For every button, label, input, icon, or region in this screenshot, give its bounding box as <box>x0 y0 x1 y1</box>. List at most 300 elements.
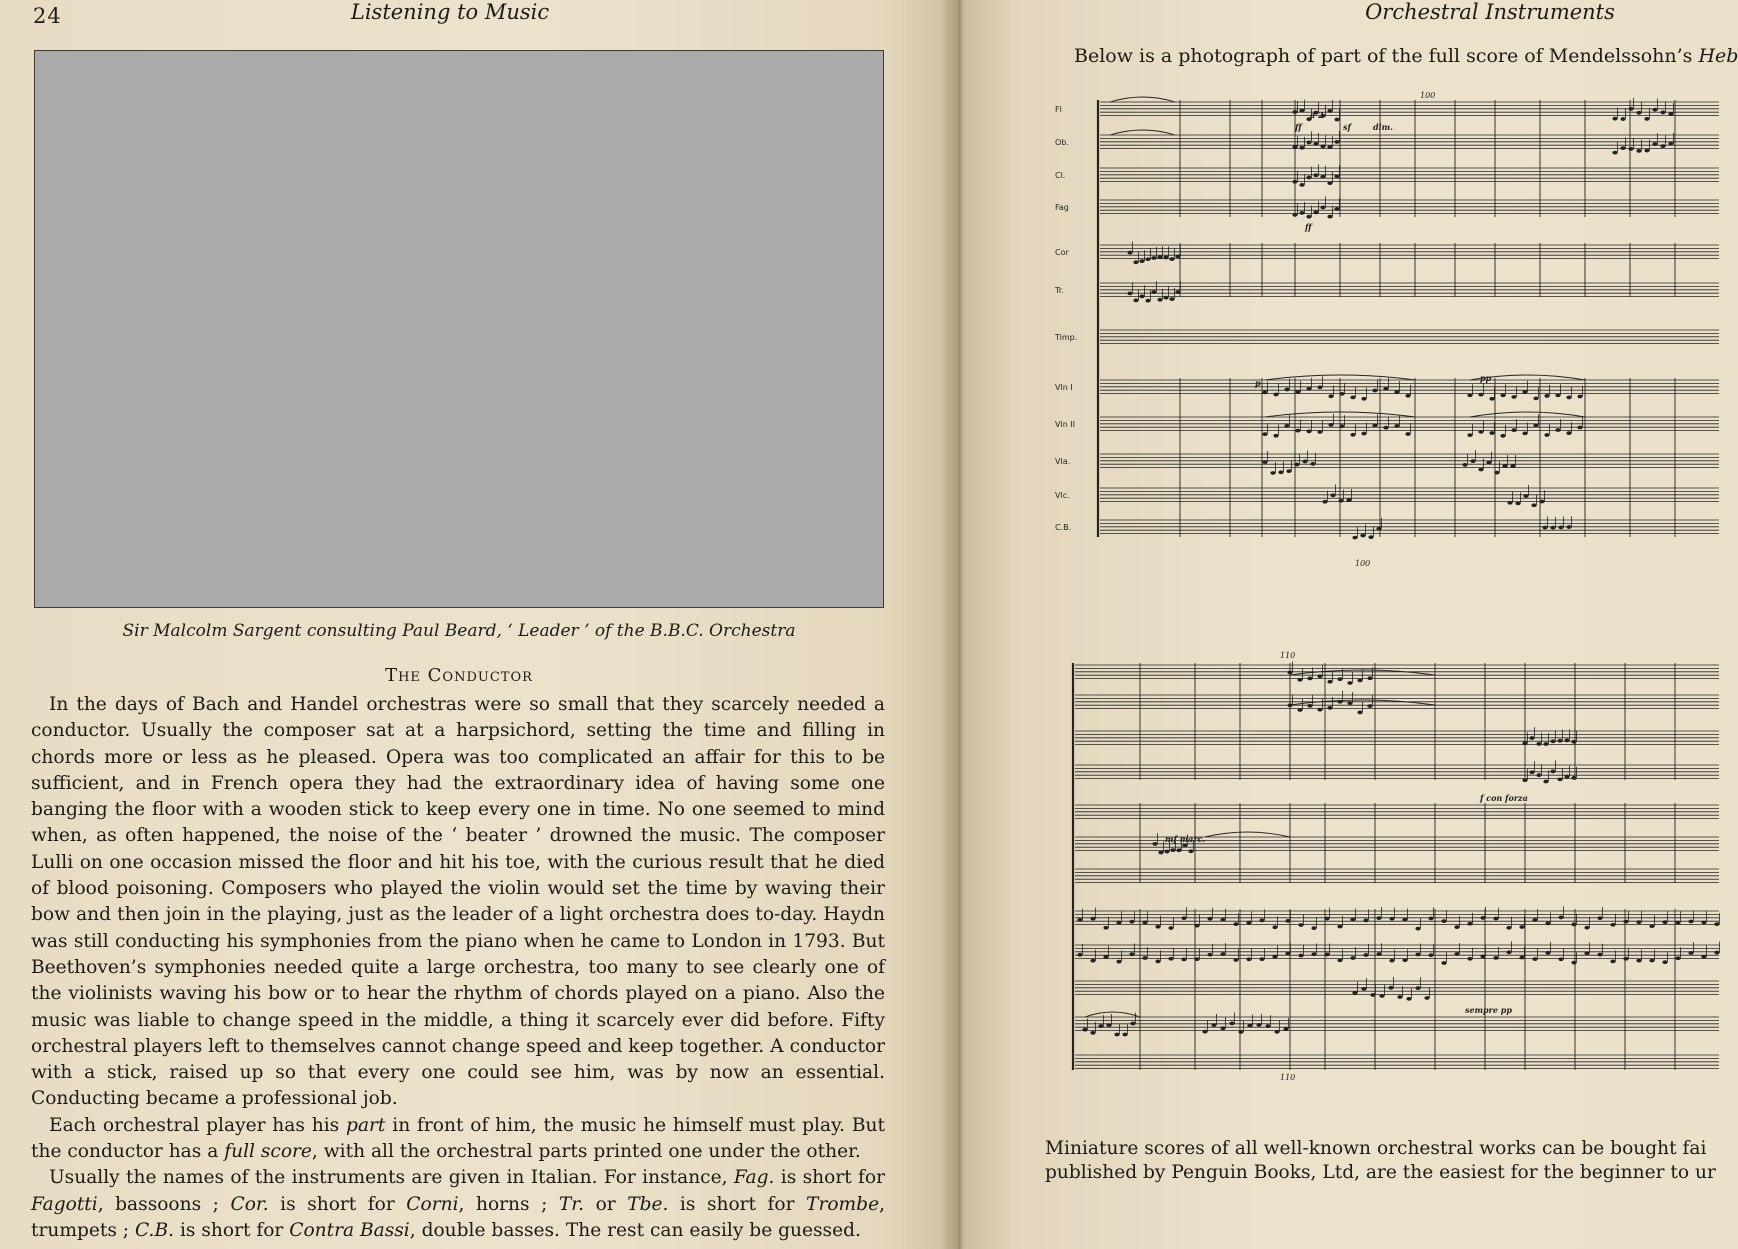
note-head <box>1467 433 1472 437</box>
instrument-label: Timp. <box>1055 333 1078 342</box>
note-head <box>1114 1033 1119 1037</box>
note-head <box>1311 926 1316 930</box>
note-head <box>1543 780 1548 784</box>
note-head <box>1367 676 1372 680</box>
note-head <box>1188 849 1193 853</box>
note-head <box>1405 432 1410 436</box>
note-head <box>1564 739 1569 743</box>
note-head <box>1566 396 1571 400</box>
note-head <box>1361 397 1366 401</box>
note-head <box>1506 926 1511 930</box>
note-head <box>1610 923 1615 927</box>
note-head <box>1668 112 1673 116</box>
note-head <box>1493 956 1498 960</box>
note-head <box>1361 432 1366 436</box>
note-head <box>1320 206 1325 210</box>
staff-b7 <box>1075 869 1719 883</box>
staff-b3 <box>1075 731 1719 745</box>
score-markings <box>1165 91 1528 1082</box>
note-head <box>1363 919 1368 923</box>
measure-number: 110 <box>1280 651 1296 660</box>
note-head <box>1324 953 1329 957</box>
note-head <box>1668 142 1673 146</box>
note-head <box>1402 918 1407 922</box>
note-head <box>1338 499 1343 503</box>
note-head <box>1389 917 1394 921</box>
note-head <box>1170 848 1175 852</box>
staff-b8 <box>1075 911 1719 925</box>
note-head <box>1544 394 1549 398</box>
dynamic-marking: f con forza <box>1480 793 1528 803</box>
note-head <box>1139 295 1144 299</box>
note-head <box>1246 921 1251 925</box>
note-head <box>1317 674 1322 678</box>
note-head <box>1522 778 1527 782</box>
score-instrument-labels <box>1054 105 1077 532</box>
note-head <box>1292 145 1297 149</box>
note-head <box>1299 183 1304 187</box>
note-head <box>1211 1023 1216 1027</box>
note-head <box>1688 920 1693 924</box>
note-head <box>1194 924 1199 928</box>
note-head <box>1350 918 1355 922</box>
full-score-image <box>1055 80 1719 1140</box>
note-head <box>1327 706 1332 710</box>
note-head <box>1324 917 1329 921</box>
note-head <box>1157 255 1162 259</box>
note-head <box>1181 916 1186 920</box>
note-head <box>1285 919 1290 923</box>
note-head <box>1292 180 1297 184</box>
note-head <box>1327 215 1332 219</box>
note-head <box>1612 151 1617 155</box>
note-head <box>1675 921 1680 925</box>
note-head <box>1155 960 1160 964</box>
note-head <box>1157 298 1162 302</box>
note-head <box>1571 776 1576 780</box>
measure-number: 100 <box>1355 559 1371 568</box>
note-head <box>1155 925 1160 929</box>
dynamic-marking: dim. <box>1373 122 1393 132</box>
body-text <box>31 692 885 1244</box>
note-head <box>1262 460 1267 464</box>
note-head <box>1383 387 1388 391</box>
note-head <box>1544 433 1549 437</box>
note-head <box>1660 111 1665 115</box>
note-head <box>1311 952 1316 956</box>
note-head <box>1454 952 1459 956</box>
note-head <box>1368 535 1373 539</box>
measure-number: 110 <box>1280 1073 1296 1082</box>
note-head <box>1350 396 1355 400</box>
section-title: The Conductor <box>385 665 533 686</box>
note-head <box>1557 739 1562 743</box>
note-head <box>1467 957 1472 961</box>
dynamic-marking: pp <box>1480 373 1492 383</box>
note-head <box>1510 464 1515 468</box>
instrument-label: Fag <box>1055 203 1069 212</box>
note-head <box>1133 260 1138 264</box>
note-head <box>1533 397 1538 401</box>
note-head <box>1543 742 1548 746</box>
note-head <box>1550 526 1555 530</box>
note-head <box>1402 958 1407 962</box>
note-head <box>1623 920 1628 924</box>
note-head <box>1577 395 1582 399</box>
note-head <box>1273 434 1278 438</box>
note-head <box>1133 299 1138 303</box>
note-head <box>1142 921 1147 925</box>
note-head <box>1129 952 1134 956</box>
note-head <box>1175 254 1180 258</box>
note-head <box>1363 953 1368 957</box>
note-head <box>1511 395 1516 399</box>
note-head <box>1164 850 1169 854</box>
note-head <box>1090 1031 1095 1035</box>
note-head <box>1284 424 1289 428</box>
note-head <box>1584 951 1589 955</box>
note-head <box>1330 493 1335 497</box>
note-head <box>1424 996 1429 1000</box>
note-head <box>1620 146 1625 150</box>
note-head <box>1127 251 1132 255</box>
note-head <box>1467 393 1472 397</box>
note-head <box>1322 500 1327 504</box>
staff-b12 <box>1075 1055 1719 1069</box>
note-head <box>1145 257 1150 261</box>
note-head <box>1346 498 1351 502</box>
note-head <box>1636 149 1641 153</box>
note-head <box>1415 953 1420 957</box>
note-head <box>1299 211 1304 215</box>
note-head <box>1182 844 1187 848</box>
note-head <box>1389 959 1394 963</box>
note-head <box>1347 701 1352 705</box>
note-head <box>1151 256 1156 260</box>
note-head <box>1259 919 1264 923</box>
instrument-label: Ob. <box>1055 138 1069 147</box>
page-number: 24 <box>33 4 62 28</box>
note-head <box>1285 952 1290 956</box>
note-head <box>1176 848 1181 852</box>
note-head <box>1428 953 1433 957</box>
instrument-label: Vla. <box>1055 457 1071 466</box>
note-head <box>1229 1022 1234 1026</box>
note-head <box>1082 1028 1087 1032</box>
note-head <box>1306 429 1311 433</box>
note-head <box>1620 117 1625 121</box>
note-head <box>1320 144 1325 148</box>
note-head <box>1644 117 1649 121</box>
note-head <box>1313 211 1318 215</box>
note-head <box>1273 393 1278 397</box>
staff-6 <box>1100 283 1719 297</box>
note-head <box>1299 146 1304 150</box>
note-head <box>1397 995 1402 999</box>
note-head <box>1194 957 1199 961</box>
note-head <box>1494 471 1499 475</box>
staff-7 <box>1100 330 1719 344</box>
note-head <box>1536 742 1541 746</box>
staff-b2 <box>1075 695 1719 709</box>
note-head <box>1532 957 1537 961</box>
note-head <box>1441 919 1446 923</box>
note-head <box>1262 432 1267 436</box>
dynamic-marking: sempre pp <box>1465 1005 1512 1015</box>
note-head <box>1519 956 1524 960</box>
staff-3 <box>1100 168 1719 182</box>
note-head <box>1522 741 1527 745</box>
running-head-right: Orchestral Instruments <box>1365 0 1615 24</box>
note-head <box>1415 927 1420 931</box>
score-system-1 <box>1098 97 1719 539</box>
note-head <box>1714 922 1719 926</box>
note-head <box>1262 390 1267 394</box>
note-head <box>1287 703 1292 707</box>
note-head <box>1220 1026 1225 1030</box>
note-head <box>1536 773 1541 777</box>
note-head <box>1428 917 1433 921</box>
note-head <box>1545 922 1550 926</box>
note-head <box>1636 111 1641 115</box>
staff-8 <box>1100 380 1719 394</box>
note-head <box>1294 463 1299 467</box>
note-head <box>1295 429 1300 433</box>
note-head <box>1339 424 1344 428</box>
note-head <box>1313 173 1318 177</box>
note-head <box>1220 918 1225 922</box>
note-head <box>1406 997 1411 1001</box>
note-head <box>1327 181 1332 185</box>
orchestra-photo <box>34 50 884 608</box>
note-head <box>1139 259 1144 263</box>
note-head <box>1531 503 1536 507</box>
note-head <box>1310 462 1315 466</box>
footer-line-2: published by Penguin Books, Ltd, are the easiest for the beginner to ur <box>1045 1162 1716 1183</box>
note-head <box>1511 428 1516 432</box>
slur <box>1110 97 1175 102</box>
note-head <box>1352 536 1357 540</box>
note-head <box>1367 704 1372 708</box>
note-head <box>1383 426 1388 430</box>
footer-line-1: Miniature scores of all well-known orchestral works can be bought fai <box>1045 1138 1707 1159</box>
note-head <box>1550 770 1555 774</box>
note-head <box>1207 953 1212 957</box>
note-head <box>1571 961 1576 965</box>
note-head <box>1502 464 1507 468</box>
instrument-label: Fl <box>1055 105 1062 114</box>
note-head <box>1394 424 1399 428</box>
note-head <box>1297 678 1302 682</box>
staff-b11 <box>1075 1017 1719 1031</box>
paragraph-1: In the days of Bach and Handel orchestras were so small that they scarcely needed a conductor. Usually the composer sat at a harpsichord, setting the time and filling in chords more or less as he pleased. Opera was too complicated an affair for this to be sufficient, and in French opera they had the extraordinary idea of having some one banging the floor with a wooden stick to keep every one in time. No one seemed to mind when, as often happened, the noise of the ‘ beater ’ drowned the music. The composer Lulli on one occasion missed the floor and hit his toe, with the curious result that he died of blood poisoning. Composers who played the violin would set the time by waving their bow and then join in the playing, just as the leader of a light orchestra does to-day. Haydn was still conducting his symphonies from the piano when he came to London in 1793. But Beethoven’s symphonies needed quite a large orchestra, too many to see clearly one of the violinists waving his bow or to hear the rhythm of chords played on a piano. Also the music was liable to change speed in the middle, a thing it scarcely ever did before. Fifty orchestral players left to themselves cannot change speed and keep together. A conductor with a stick, raised up so that every one could see him, was by now an essential. Conducting became a professional job. <box>31 694 885 1110</box>
note-head <box>1337 958 1342 962</box>
note-head <box>1163 296 1168 300</box>
note-head <box>1462 463 1467 467</box>
note-head <box>1558 916 1563 920</box>
note-head <box>1168 957 1173 961</box>
note-head <box>1307 704 1312 708</box>
note-head <box>1555 428 1560 432</box>
note-head <box>1507 501 1512 505</box>
note-head <box>1480 916 1485 920</box>
note-head <box>1256 1023 1261 1027</box>
note-head <box>1158 851 1163 855</box>
note-head <box>1350 433 1355 437</box>
note-head <box>1350 956 1355 960</box>
note-head <box>1168 926 1173 930</box>
note-head <box>1270 471 1275 475</box>
staff-2 <box>1100 135 1719 149</box>
note-head <box>1558 525 1563 529</box>
note-head <box>1298 954 1303 958</box>
note-head <box>1302 460 1307 464</box>
staff-9 <box>1100 417 1719 431</box>
note-head <box>1478 430 1483 434</box>
note-head <box>1515 501 1520 505</box>
note-head <box>1577 426 1582 430</box>
note-head <box>1454 925 1459 929</box>
note-head <box>1357 678 1362 682</box>
note-head <box>1623 957 1628 961</box>
note-head <box>1098 1024 1103 1028</box>
note-head <box>1571 740 1576 744</box>
note-head <box>1327 109 1332 113</box>
note-head <box>1688 951 1693 955</box>
note-head <box>1152 842 1157 846</box>
dynamic-marking: mf marc. <box>1165 834 1206 844</box>
note-head <box>1533 424 1538 428</box>
note-head <box>1334 118 1339 122</box>
slur <box>1205 832 1290 837</box>
note-head <box>1376 916 1381 920</box>
note-head <box>1278 470 1283 474</box>
note-head <box>1127 292 1132 296</box>
note-head <box>1297 708 1302 712</box>
dynamic-marking: a 2 <box>1310 110 1324 120</box>
note-head <box>1077 953 1082 957</box>
note-head <box>1376 527 1381 531</box>
dynamic-marking: ff <box>1295 122 1302 132</box>
note-head <box>1327 680 1332 684</box>
note-head <box>1238 1030 1243 1034</box>
note-head <box>1610 960 1615 964</box>
note-head <box>1529 736 1534 740</box>
note-head <box>1558 957 1563 961</box>
note-head <box>1612 117 1617 121</box>
note-head <box>1597 953 1602 957</box>
note-head <box>1522 432 1527 436</box>
note-head <box>1644 149 1649 153</box>
instrument-label: Vln I <box>1055 383 1073 392</box>
note-head <box>1352 991 1357 995</box>
photo-caption: Sir Malcolm Sargent consulting Paul Beard, ‘ Leader ’ of the B.B.C. Orchestra <box>122 621 796 641</box>
note-head <box>1306 140 1311 144</box>
instrument-label: Cl. <box>1055 171 1066 180</box>
note-head <box>1636 920 1641 924</box>
note-head <box>1557 777 1562 781</box>
note-head <box>1328 423 1333 427</box>
note-head <box>1584 926 1589 930</box>
note-head <box>1313 142 1318 146</box>
note-head <box>1328 394 1333 398</box>
note-head <box>1090 917 1095 921</box>
dynamic-marking: sf <box>1343 122 1351 132</box>
note-head <box>1519 925 1524 929</box>
note-head <box>1265 1024 1270 1028</box>
instrument-label: Vlc. <box>1055 491 1070 500</box>
note-head <box>1545 951 1550 955</box>
note-head <box>1306 176 1311 180</box>
slur <box>1085 1012 1140 1017</box>
staff-1 <box>1100 102 1719 116</box>
note-head <box>1649 924 1654 928</box>
note-head <box>1286 469 1291 473</box>
staff-12 <box>1100 520 1719 534</box>
note-head <box>1571 923 1576 927</box>
staff-11 <box>1100 488 1719 502</box>
note-head <box>1122 1033 1127 1037</box>
note-head <box>1317 430 1322 434</box>
note-head <box>1372 424 1377 428</box>
staff-b5 <box>1075 805 1719 819</box>
note-head <box>1405 394 1410 398</box>
note-head <box>1103 926 1108 930</box>
note-head <box>1317 385 1322 389</box>
note-head <box>1298 923 1303 927</box>
note-head <box>1142 956 1147 960</box>
note-head <box>1233 922 1238 926</box>
note-head <box>1151 290 1156 294</box>
note-head <box>1307 677 1312 681</box>
staff-10 <box>1100 454 1719 468</box>
note-head <box>1493 917 1498 921</box>
note-head <box>1337 925 1342 929</box>
note-head <box>1175 290 1180 294</box>
note-head <box>1388 986 1393 990</box>
staff-b9 <box>1075 945 1719 959</box>
note-head <box>1259 957 1264 961</box>
note-head <box>1529 770 1534 774</box>
note-head <box>1662 920 1667 924</box>
note-head <box>1532 918 1537 922</box>
note-head <box>1337 677 1342 681</box>
note-head <box>1597 916 1602 920</box>
note-head <box>1714 951 1719 955</box>
note-head <box>1306 387 1311 391</box>
note-head <box>1660 144 1665 148</box>
note-head <box>1701 955 1706 959</box>
note-head <box>1334 140 1339 144</box>
note-head <box>1292 110 1297 114</box>
note-head <box>1347 681 1352 685</box>
note-head <box>1376 952 1381 956</box>
note-head <box>1370 993 1375 997</box>
instrument-label: C.B. <box>1055 523 1072 532</box>
note-head <box>1652 108 1657 112</box>
note-head <box>1478 393 1483 397</box>
note-head <box>1169 297 1174 301</box>
note-head <box>1361 987 1366 991</box>
note-head <box>1306 215 1311 219</box>
note-head <box>1090 959 1095 963</box>
note-head <box>1287 671 1292 675</box>
note-head <box>1077 918 1082 922</box>
staff-b10 <box>1075 981 1719 995</box>
note-head <box>1649 959 1654 963</box>
note-head <box>1441 961 1446 965</box>
note-head <box>1274 1030 1279 1034</box>
